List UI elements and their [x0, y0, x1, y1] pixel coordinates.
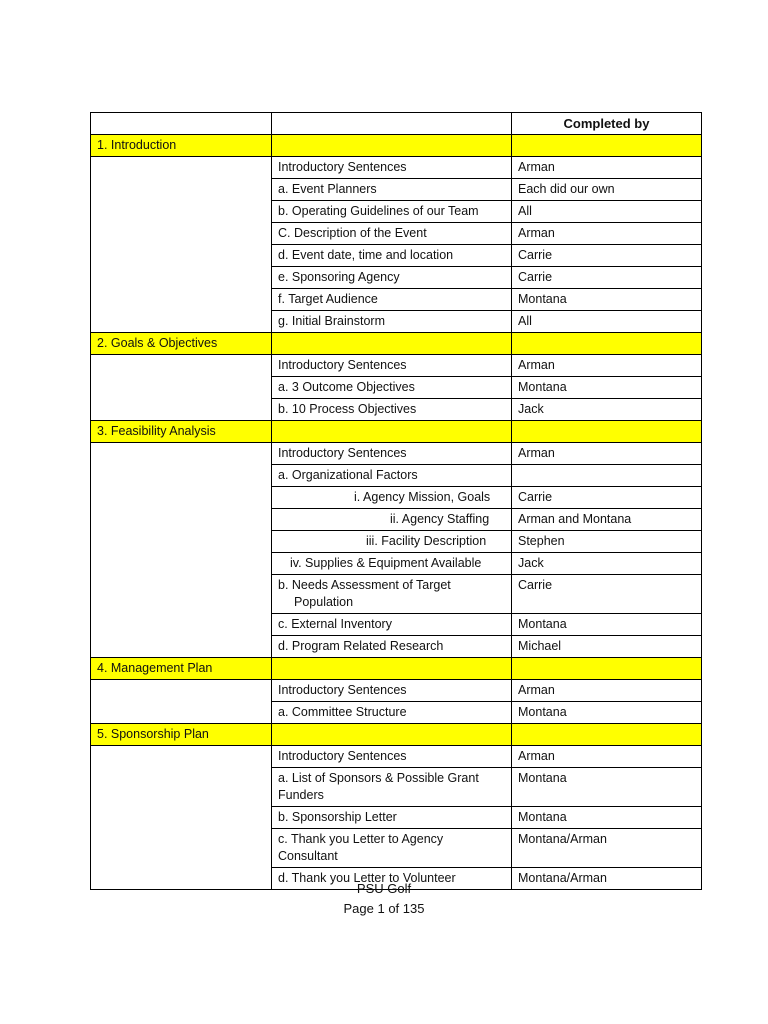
- completed-by-cell: All: [512, 311, 702, 333]
- section-left-spacer: [91, 355, 272, 421]
- section-title: 1. Introduction: [91, 135, 272, 157]
- completed-by-cell: Carrie: [512, 575, 702, 614]
- header-row: [91, 113, 702, 135]
- section-empty-cell: [512, 135, 702, 157]
- section-row: [91, 658, 702, 680]
- task-cell: a. List of Sponsors & Possible Grant Funders: [272, 768, 512, 807]
- task-cell: Introductory Sentences: [272, 157, 512, 179]
- task-cell: iv. Supplies & Equipment Available: [272, 553, 512, 575]
- task-cell: C. Description of the Event: [272, 223, 512, 245]
- section-row: [91, 724, 702, 746]
- page-number: Page 1 of 135: [343, 901, 425, 916]
- section-title: 2. Goals & Objectives: [91, 333, 272, 355]
- section-empty-cell: [512, 421, 702, 443]
- section-title: 3. Feasibility Analysis: [91, 421, 272, 443]
- completed-by-cell: Carrie: [512, 267, 702, 289]
- section-empty-cell: [272, 658, 512, 680]
- task-cell: a. Committee Structure: [272, 702, 512, 724]
- section-empty-cell: [272, 135, 512, 157]
- completed-by-header: Completed by: [512, 113, 702, 135]
- completed-by-cell: Arman: [512, 680, 702, 702]
- footer-title: PSU Golf: [356, 881, 412, 896]
- completed-by-cell: Montana: [512, 702, 702, 724]
- completed-by-cell: Montana: [512, 614, 702, 636]
- section-empty-cell: [512, 658, 702, 680]
- task-cell: a. 3 Outcome Objectives: [272, 377, 512, 399]
- completed-by-cell: Montana: [512, 768, 702, 807]
- section-row: [91, 135, 702, 157]
- completed-by-cell: All: [512, 201, 702, 223]
- task-cell: d. Event date, time and location: [272, 245, 512, 267]
- section-left-spacer: [91, 157, 272, 333]
- completed-by-cell: Carrie: [512, 245, 702, 267]
- task-cell: a. Organizational Factors: [272, 465, 512, 487]
- task-cell: b. Sponsorship Letter: [272, 807, 512, 829]
- table-row: [91, 355, 702, 377]
- completed-by-cell: Arman and Montana: [512, 509, 702, 531]
- section-empty-cell: [272, 333, 512, 355]
- task-cell: d. Program Related Research: [272, 636, 512, 658]
- section-row: [91, 333, 702, 355]
- table-row: [91, 443, 702, 465]
- completed-by-cell: Montana: [512, 289, 702, 311]
- completed-by-cell: Montana/Arman: [512, 829, 702, 868]
- completed-by-cell: Each did our own: [512, 179, 702, 201]
- section-left-spacer: [91, 443, 272, 658]
- task-cell: e. Sponsoring Agency: [272, 267, 512, 289]
- task-cell: b. Needs Assessment of Target Population: [272, 575, 512, 614]
- section-title: 4. Management Plan: [91, 658, 272, 680]
- task-cell: f. Target Audience: [272, 289, 512, 311]
- completed-by-cell: Stephen: [512, 531, 702, 553]
- task-cell: b. 10 Process Objectives: [272, 399, 512, 421]
- completed-by-cell: Montana: [512, 807, 702, 829]
- completed-by-cell: Michael: [512, 636, 702, 658]
- header-cell-1: [91, 113, 272, 135]
- task-cell: Introductory Sentences: [272, 680, 512, 702]
- section-empty-cell: [512, 333, 702, 355]
- task-cell: b. Operating Guidelines of our Team: [272, 201, 512, 223]
- task-cell: iii. Facility Description: [272, 531, 512, 553]
- task-cell: g. Initial Brainstorm: [272, 311, 512, 333]
- task-cell: Introductory Sentences: [272, 746, 512, 768]
- completed-by-cell: [512, 465, 702, 487]
- task-cell: Introductory Sentences: [272, 355, 512, 377]
- section-empty-cell: [272, 421, 512, 443]
- header-cell-2: [272, 113, 512, 135]
- completed-by-cell: Montana: [512, 377, 702, 399]
- task-cell: i. Agency Mission, Goals: [272, 487, 512, 509]
- table-row: [91, 746, 702, 768]
- section-left-spacer: [91, 746, 272, 890]
- section-left-spacer: [91, 680, 272, 724]
- task-cell: c. Thank you Letter to Agency Consultant: [272, 829, 512, 868]
- completed-by-cell: Arman: [512, 746, 702, 768]
- section-row: [91, 421, 702, 443]
- task-cell: d. Thank you Letter to Volunteer: [272, 868, 512, 890]
- completed-by-cell: Jack: [512, 553, 702, 575]
- responsibility-table: [90, 112, 702, 890]
- completed-by-cell: Montana/Arman: [512, 868, 702, 890]
- section-title: 5. Sponsorship Plan: [91, 724, 272, 746]
- table-body: [91, 113, 702, 890]
- task-cell: c. External Inventory: [272, 614, 512, 636]
- task-cell: Introductory Sentences: [272, 443, 512, 465]
- page-footer: [0, 879, 768, 919]
- completed-by-cell: Carrie: [512, 487, 702, 509]
- completed-by-cell: Arman: [512, 157, 702, 179]
- completed-by-cell: Arman: [512, 223, 702, 245]
- table-row: [91, 680, 702, 702]
- completed-by-cell: Arman: [512, 355, 702, 377]
- table-row: [91, 157, 702, 179]
- section-empty-cell: [272, 724, 512, 746]
- completed-by-cell: Arman: [512, 443, 702, 465]
- task-cell: a. Event Planners: [272, 179, 512, 201]
- section-empty-cell: [512, 724, 702, 746]
- task-cell: ii. Agency Staffing: [272, 509, 512, 531]
- completed-by-cell: Jack: [512, 399, 702, 421]
